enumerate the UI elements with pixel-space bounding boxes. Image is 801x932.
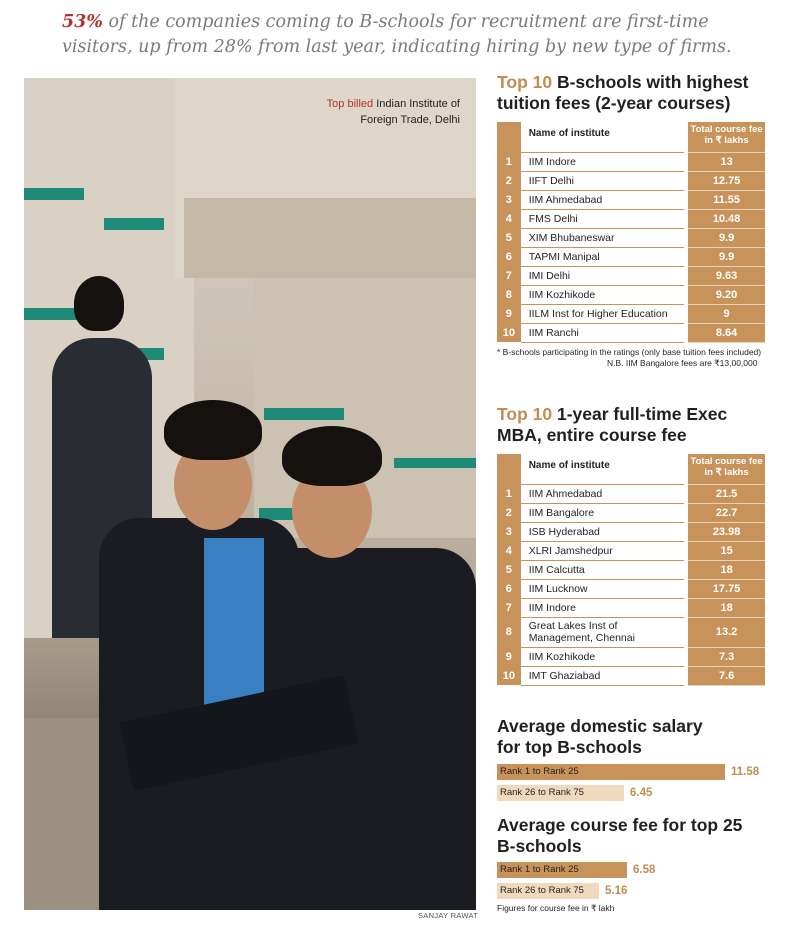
fee-cell: 9 [688,304,765,323]
bar-row [497,862,769,880]
institute-cell: ISB Hyderabad [521,522,685,541]
table-header [497,454,765,484]
table-row [497,579,765,598]
institute-cell: XLRI Jamshedpur [521,541,685,560]
table-row [497,304,765,323]
headline [62,10,762,60]
table-row [497,522,765,541]
rank-cell: 9 [497,647,521,666]
salary-chart-title: Average domestic salary for top B-schools [497,716,703,757]
fee-cell: 9.20 [688,285,765,304]
institute-cell: IIM Indore [521,152,685,171]
chart-footnote: Figures for course fee in ₹ lakh [497,903,615,913]
institute-cell: IIM Ahmedabad [521,484,685,503]
rank-cell: 3 [497,190,521,209]
col-value-header: Total course fee in ₹ lakhs [688,454,765,484]
table-row [497,228,765,247]
fee-cell: 22.7 [688,503,765,522]
fee-cell: 21.5 [688,484,765,503]
institute-cell: IILM Inst for Higher Education [521,304,685,323]
rank-cell: 10 [497,323,521,342]
table-row [497,560,765,579]
table-row [497,171,765,190]
table-row [497,247,765,266]
fee-cell: 11.55 [688,190,765,209]
rank-cell: 4 [497,541,521,560]
fee-cell: 9.9 [688,247,765,266]
exec-mba-section [497,404,769,686]
fee-cell: 23.98 [688,522,765,541]
rank-cell: 2 [497,503,521,522]
table-row [497,152,765,171]
bar-label: Rank 26 to Rank 75 [500,885,584,896]
table-row [497,190,765,209]
table-row [497,541,765,560]
course-fee-chart [497,815,769,914]
tuition-fees-title [497,72,769,114]
rank-cell: 8 [497,285,521,304]
title-rest: B-schools with highest tuition fees (2-year courses) [497,72,749,113]
fee-cell: 8.64 [688,323,765,342]
institute-cell: IIM Kozhikode [521,647,685,666]
institute-cell: FMS Delhi [521,209,685,228]
photo-caption [327,96,460,128]
tuition-fees-section [497,72,769,369]
institute-cell: IIM Kozhikode [521,285,685,304]
table-row [497,617,765,647]
col-value-header: Total course fee in ₹ lakhs [688,122,765,152]
table-row [497,266,765,285]
fee-cell: 15 [688,541,765,560]
fee-cell: 10.48 [688,209,765,228]
bar-label: Rank 26 to Rank 75 [500,787,584,798]
exec-mba-table [497,454,765,686]
bar-rank-26-75 [497,883,599,899]
rank-cell: 1 [497,152,521,171]
caption-line-1: Indian Institute of [373,98,460,110]
bar-value: 5.16 [605,885,628,897]
rank-cell: 7 [497,266,521,285]
rank-cell: 9 [497,304,521,323]
institute-cell: IIM Calcutta [521,560,685,579]
photo-credit: SANJAY RAWAT [418,911,479,920]
institute-cell: IIM Lucknow [521,579,685,598]
table-row [497,285,765,304]
fee-cell: 9.9 [688,228,765,247]
bar-rank-1-25 [497,862,627,878]
institute-cell: IIM Ranchi [521,323,685,342]
rank-cell: 10 [497,666,521,685]
tuition-fees-table [497,122,765,343]
rank-cell: 7 [497,598,521,617]
headline-highlight: 53% [62,12,103,32]
bar-value: 6.58 [633,864,656,876]
fee-cell: 13.2 [688,617,765,647]
fee-cell: 18 [688,598,765,617]
exec-mba-title [497,404,769,446]
fee-cell: 7.6 [688,666,765,685]
table-row [497,666,765,685]
table-row [497,323,765,342]
bar-row [497,785,769,803]
institute-cell: IMT Ghaziabad [521,666,685,685]
rank-cell: 5 [497,560,521,579]
institute-cell: Great Lakes Inst of Management, Chennai [521,617,685,647]
footnote-text: * B-schools participating in the ratings (only base tuition fees included) [497,346,762,357]
bar-row [497,883,769,901]
bar-rank-1-25 [497,764,725,780]
table-header [497,122,765,152]
headline-text: of the companies coming to B-schools for recruitment are first-time visitors, up from 28% from last year, indicating hiring by new type of firms. [62,12,732,57]
fee-cell: 7.3 [688,647,765,666]
institute-cell: XIM Bhubaneswar [521,228,685,247]
footnote-nb: N.B. IIM Bangalore fees are ₹13,00,000 [607,357,758,368]
rank-cell: 6 [497,247,521,266]
fee-cell: 12.75 [688,171,765,190]
title-top-label: Top 10 [497,72,553,92]
fee-cell: 17.75 [688,579,765,598]
caption-highlight: Top billed [326,98,374,110]
institute-cell: TAPMI Manipal [521,247,685,266]
col-name-header: Name of institute [521,454,685,484]
fee-cell: 18 [688,560,765,579]
campus-photo [24,78,476,910]
institute-cell: IMI Delhi [521,266,685,285]
rank-cell: 5 [497,228,521,247]
bar-label: Rank 1 to Rank 25 [500,864,579,875]
institute-cell: IIM Indore [521,598,685,617]
institute-cell: IIFT Delhi [521,171,685,190]
salary-chart [497,716,769,803]
rank-cell: 6 [497,579,521,598]
table-row [497,647,765,666]
bar-value: 6.45 [630,787,653,799]
rank-cell: 1 [497,484,521,503]
table-row [497,503,765,522]
rank-cell: 3 [497,522,521,541]
rank-cell: 8 [497,617,521,647]
bar-value: 11.58 [731,766,760,778]
fee-cell: 13 [688,152,765,171]
table-row [497,484,765,503]
caption-line-2: Foreign Trade, Delhi [360,114,460,126]
institute-cell: IIM Ahmedabad [521,190,685,209]
col-name-header: Name of institute [521,122,685,152]
title-top-label: Top 10 [497,404,553,424]
fee-cell: 9.63 [688,266,765,285]
rank-cell: 4 [497,209,521,228]
bar-rank-26-75 [497,785,624,801]
title-rest: 1-year full-time Exec MBA, entire course fee [497,404,728,445]
bar-row [497,764,769,782]
footnote [497,347,769,369]
institute-cell: IIM Bangalore [521,503,685,522]
course-fee-chart-title: Average course fee for top 25 B-schools [497,815,743,856]
table-row [497,598,765,617]
table-row [497,209,765,228]
bar-label: Rank 1 to Rank 25 [500,766,579,777]
rank-cell: 2 [497,171,521,190]
